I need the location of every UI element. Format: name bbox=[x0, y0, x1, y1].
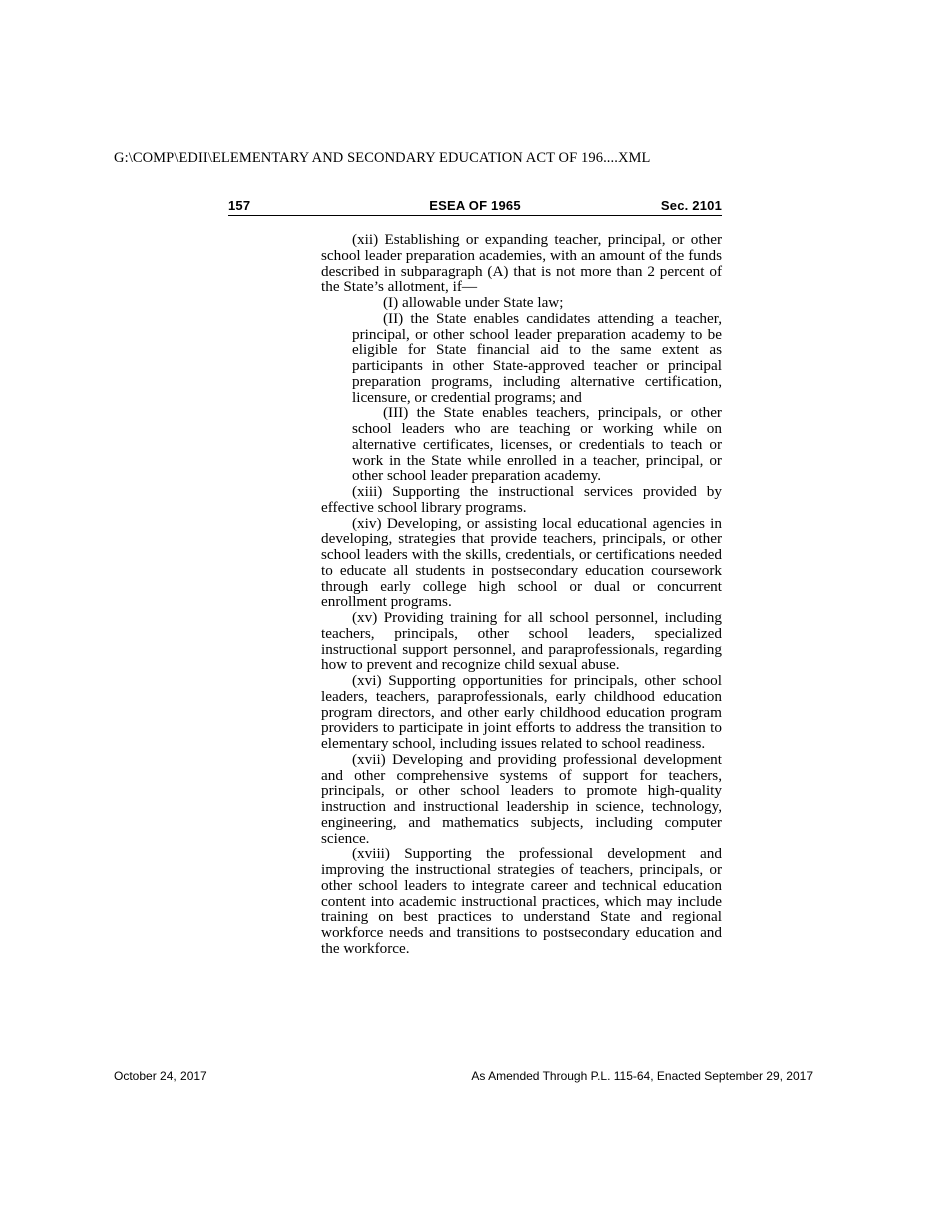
running-head bbox=[228, 197, 722, 216]
clause-xvi: (xvi) Supporting opportunities for principals, other school leaders, teachers, paraprofessionals, early childhood education program directors, and other early childhood education program providers to participate in joint efforts to address the transition to elementary school, including issues related to school readiness. bbox=[321, 672, 722, 752]
act-title: ESEA OF 1965 bbox=[429, 198, 521, 213]
clause-xviii: (xviii) Supporting the professional development and improving the instructional strategies of teachers, principals, or other school leaders to integrate career and technical education content into academic instructional practices, which may include training on best practices to understand State and regional workforce needs and transitions to postsecondary education and the workforce. bbox=[321, 845, 722, 957]
page-number: 157 bbox=[228, 198, 251, 213]
subclause-i: (I) allowable under State law; bbox=[383, 294, 564, 311]
clause-xv: (xv) Providing training for all school personnel, including teachers, principals, other school leaders, specialized instructional support personnel, and paraprofessionals, regarding how to prevent and recognize child sexual abuse. bbox=[321, 609, 722, 674]
section-label: Sec. 2101 bbox=[660, 198, 722, 213]
subclause-ii: (II) the State enables candidates attending a teacher, principal, or other school leader preparation academy to be eligible for State financial aid to the same extent as participants in other State-approved teacher or principal preparation programs, including alternative certification, licensure, or credential programs; and bbox=[352, 309, 722, 406]
clause-xiv: (xiv) Developing, or assisting local educational agencies in developing, strategies that provide teachers, principals, or other school leaders with the skills, credentials, or certifications needed to educate all students in postsecondary education coursework through early college high school or dual or concurrent enrollment programs. bbox=[321, 514, 722, 611]
footer-amendment-note: As Amended Through P.L. 115-64, Enacted September 29, 2017 bbox=[471, 1069, 813, 1083]
file-path: G:\COMP\EDII\ELEMENTARY AND SECONDARY EDUCATION ACT OF 196....XML bbox=[114, 150, 651, 166]
clause-xiii: (xiii) Supporting the instructional services provided by effective school library programs. bbox=[321, 483, 722, 516]
clause-xii: (xii) Establishing or expanding teacher, principal, or other school leader preparation academies, with an amount of the funds described in subparagraph (A) that is not more than 2 percent of the State’s allotment, if— bbox=[321, 231, 722, 296]
clause-xvii: (xvii) Developing and providing professional development and other comprehensive systems of support for teachers, principals, or other school leaders to promote high-quality instruction and instructional leadership in science, technology, engineering, and mathematics subjects, including computer science. bbox=[321, 750, 722, 847]
body-text bbox=[321, 232, 722, 957]
subclause-iii: (III) the State enables teachers, principals, or other school leaders who are teaching or working while on alternative certificates, licenses, or credentials to teach or work in the State while enrolled in a teacher, principal, or other school leader preparation academy. bbox=[352, 404, 722, 485]
footer-date: October 24, 2017 bbox=[114, 1069, 207, 1083]
